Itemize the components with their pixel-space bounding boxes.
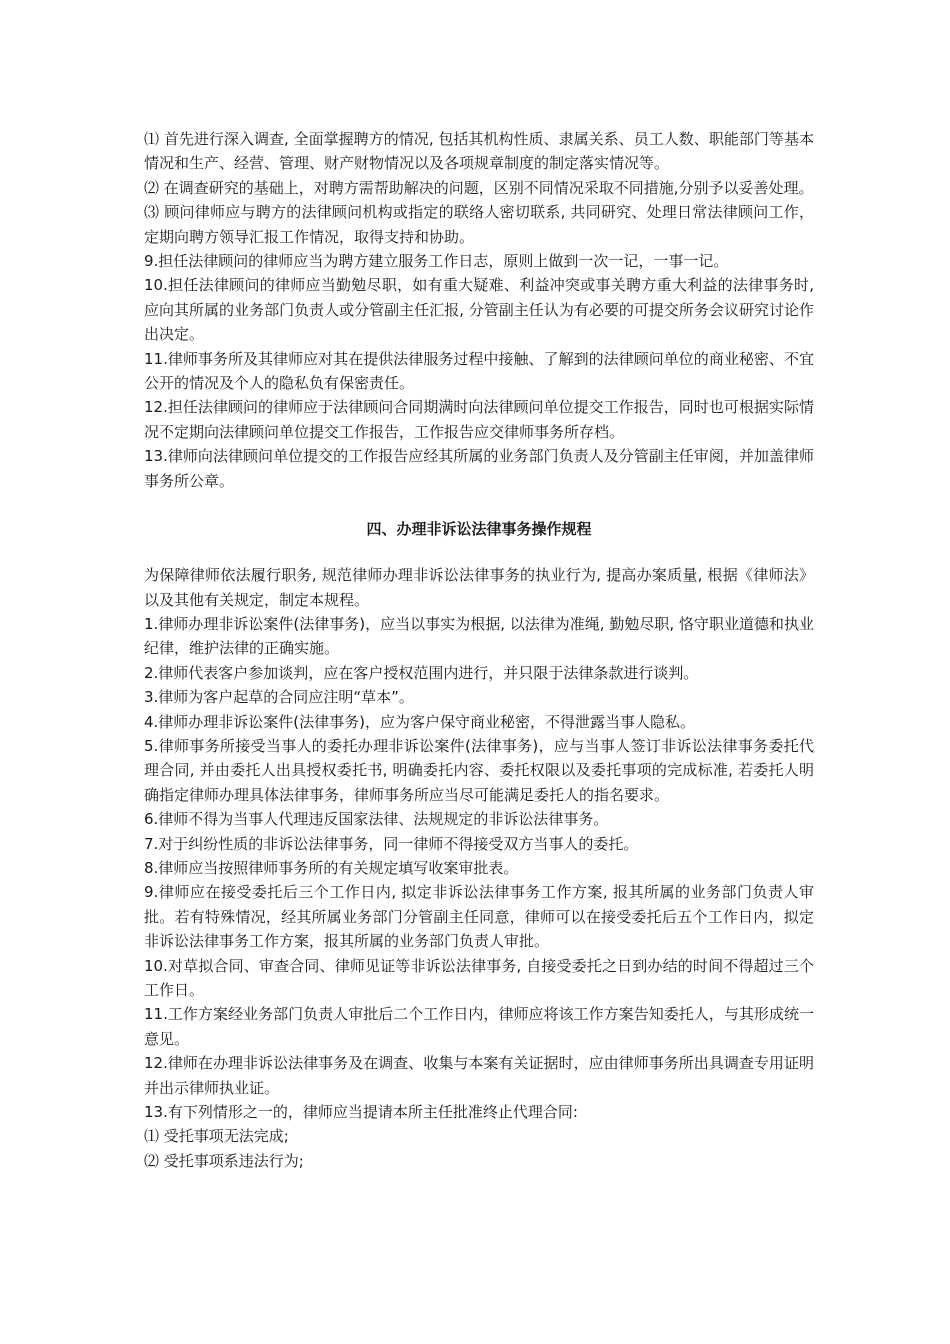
paragraph: ⑴ 首先进行深入调查, 全面掌握聘方的情况, 包括其机构性质、隶属关系、员工人数、职能部门等基本情况和生产、经营、管理、财产财物情况以及各项规章制度的制定落实情况等。: [144, 130, 814, 173]
paragraph: 3.律师为客户起草的合同应注明“草本”。: [144, 688, 414, 707]
paragraph: ⑵ 在调查研究的基础上，对聘方需帮助解决的问题，区别不同情况采取不同措施,分别予以妥善处理。: [144, 178, 814, 197]
paragraph: ⑶ 顾问律师应与聘方的法律顾问机构或指定的联络人密切联系, 共同研究、处理日常法律顾问工作，定期向聘方领导汇报工作情况，取得支持和协助。: [144, 203, 814, 246]
paragraph: 13.律师向法律顾问单位提交的工作报告应经其所属的业务部门负责人及分管副主任审阅，并加盖律师事务所公章。: [144, 447, 814, 490]
paragraph: 13.有下列情形之一的，律师应当提请本所主任批准终止代理合同:: [144, 1103, 578, 1122]
paragraph: 6.律师不得为当事人代理违反国家法律、法规规定的非诉讼法律事务。: [144, 810, 609, 829]
section-bottom: [144, 563, 814, 1173]
paragraph: 9.担任法律顾问的律师应当为聘方建立服务工作日志，原则上做到一次一记，一事一记。: [144, 252, 729, 271]
paragraph: 4.律师办理非诉讼案件(法律事务)，应为客户保守商业秘密，不得泄露当事人隐私。: [144, 712, 696, 731]
paragraph: 10.对草拟合同、审查合同、律师见证等非诉讼法律事务, 自接受委托之日到办结的时间不得超过三个工作日。: [144, 956, 814, 999]
paragraph: 1.律师办理非诉讼案件(法律事务)，应当以事实为根据, 以法律为准绳, 勤勉尽职, 恪守职业道德和执业纪律，维护法律的正确实施。: [144, 614, 814, 658]
paragraph: ⑴ 受托事项无法完成;: [144, 1127, 289, 1146]
paragraph: 11.律师事务所及其律师应对其在提供法律服务过程中接触、了解到的法律顾问单位的商业秘密、不宜公开的情况及个人的隐私负有保密责任。: [144, 349, 814, 393]
paragraph: 7.对于纠纷性质的非诉讼法律事务，同一律师不得接受双方当事人的委托。: [144, 834, 639, 853]
paragraph: 9.律师应在接受委托后三个工作日内, 拟定非诉讼法律事务工作方案, 报其所属的业务部门负责人审批。若有特殊情况，经其所属业务部门分管副主任同意，律师可以在接受委托后五个工作日内，拟定非诉讼法律事务工作方案，报其所属的业务部门负责人审批。: [144, 883, 814, 951]
paragraph: 12.律师在办理非诉讼法律事务及在调查、收集与本案有关证据时，应由律师事务所出具调查专用证明并出示律师执业证。: [144, 1054, 814, 1097]
paragraph: 2.律师代表客户参加谈判，应在客户授权范围内进行，并只限于法律条款进行谈判。: [144, 663, 699, 682]
document-body: [144, 127, 814, 1173]
paragraph: ⑵ 受托事项系违法行为;: [144, 1151, 304, 1170]
paragraph: 10.担任法律顾问的律师应当勤勉尽职，如有重大疑难、利益冲突或事关聘方重大利益的法律事务时, 应向其所属的业务部门负责人或分管副主任汇报, 分管副主任认为有必要的可提交所务会议研究讨论作出决定。: [144, 276, 814, 344]
paragraph: 为保障律师依法履行职务, 规范律师办理非诉讼法律事务的执业行为, 提高办案质量, 根据《律师法》以及其他有关规定，制定本规程。: [144, 566, 814, 609]
paragraph: 8.律师应当按照律师事务所的有关规定填写收案审批表。: [144, 858, 519, 877]
paragraph: 5.律师事务所接受当事人的委托办理非诉讼案件(法律事务)，应与当事人签订非诉讼法律事务委托代理合同, 并由委托人出具授权委托书, 明确委托内容、委托权限以及委托事项的完成标准, 若委托人明确指定律师办理具体法律事务，律师事务所应当尽可能满足委托人的指名要求。: [144, 736, 814, 804]
paragraph: 12.担任法律顾问的律师应于法律顾问合同期满时向法律顾问单位提交工作报告，同时也可根据实际情况不定期向法律顾问单位提交工作报告，工作报告应交律师事务所存档。: [144, 398, 814, 441]
section-heading: 四、办理非诉讼法律事务操作规程: [366, 520, 592, 539]
paragraph: 11.工作方案经业务部门负责人审批后二个工作日内，律师应将该工作方案告知委托人，与其形成统一意见。: [144, 1005, 814, 1048]
section-top: [144, 127, 814, 493]
